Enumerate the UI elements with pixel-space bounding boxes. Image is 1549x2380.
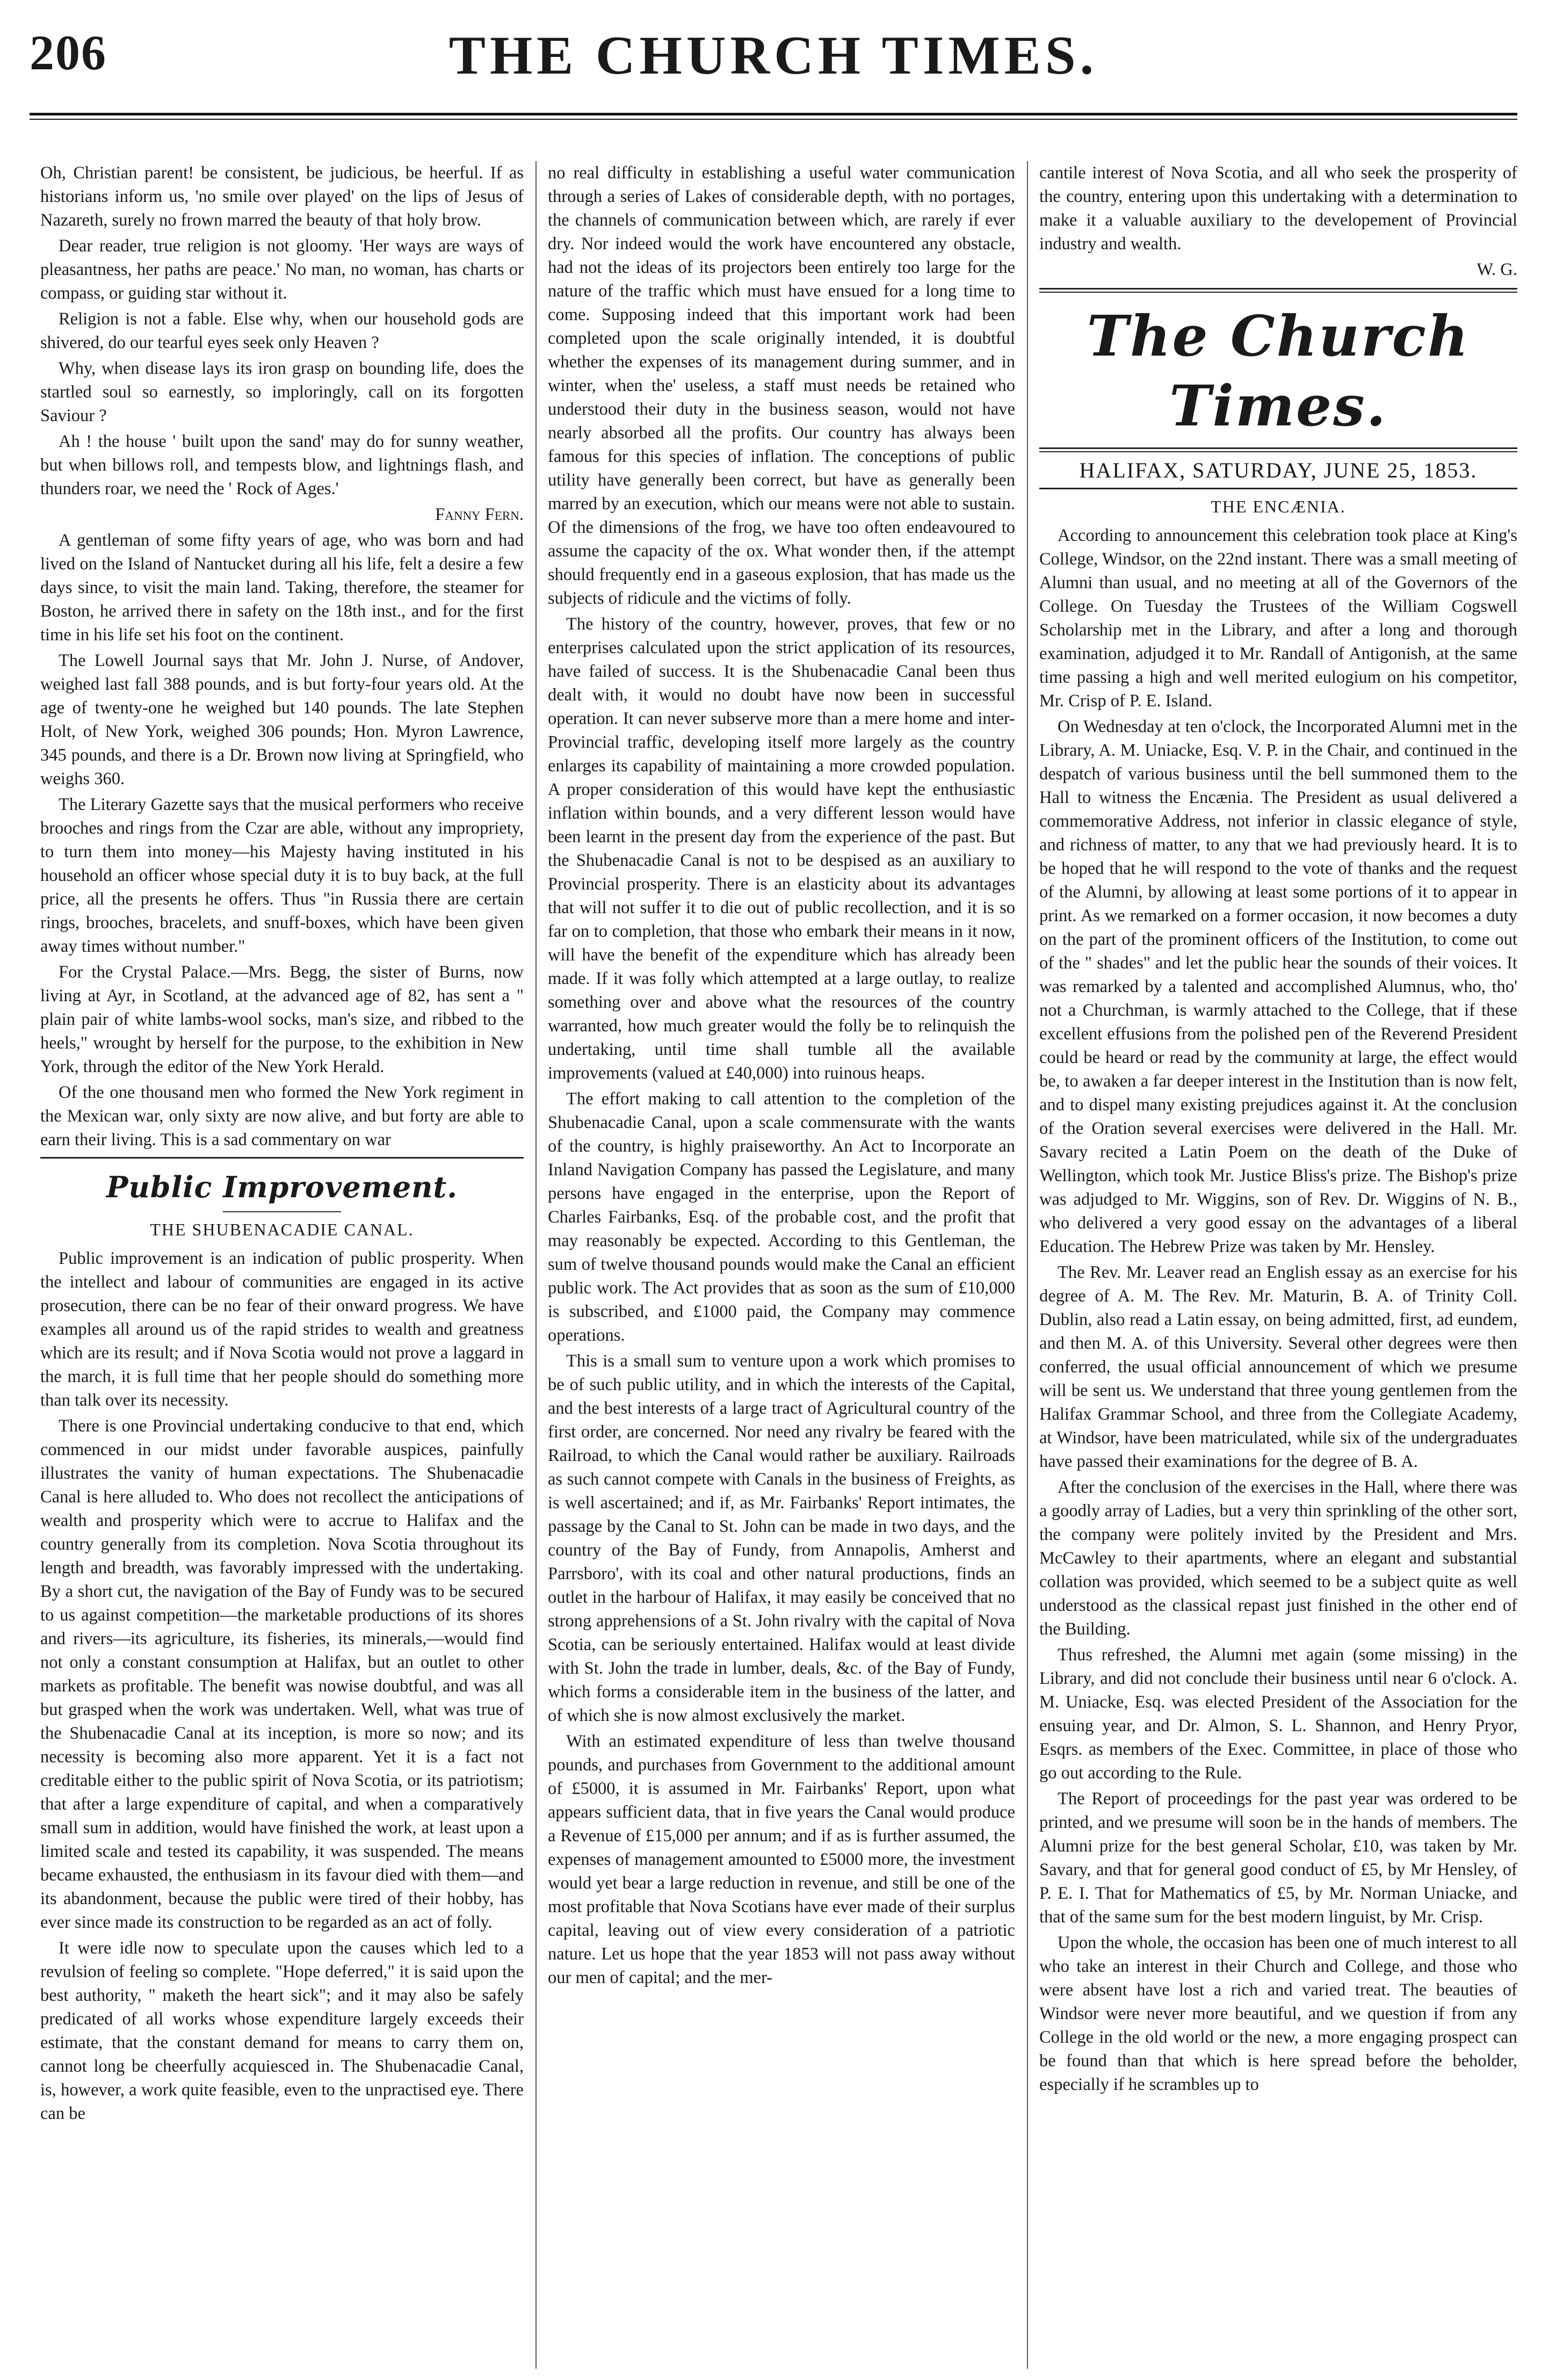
masthead-rule	[1039, 288, 1517, 293]
paragraph: There is one Provincial undertaking conducive to that end, which commenced in our midst under favorable auspices, painfully illustrates the vanity of human expectations. The Shubenacadie Canal is here alluded to. Who does not recollect the anticipations of wealth and prosperity which were to accrue to Halifax and the country generally from its completion. Nova Scotia throughout its length and breadth, was favorably impressed with the undertaking. By a short cut, the navigation of the Bay of Fundy was to be secured to us against competition—the marketable productions of its shores and rivers—its agriculture, its fisheries, its minerals,—would find not only a constant consumption at Halifax, but an outlet to other markets as profitable. The benefit was nowise doubtful, and was all but grasped when the work was undertaken. Well, what was true of the Shubenacadie Canal at its inception, is more so now; and its necessity is becoming also more apparent. Yet it is a fact not creditable either to the public spirit of Nova Scotia, or its patriotism; that after a large expenditure of capital, and when a comparatively small sum in addition, would have finished the work, at least upon a limited scale and tested its capability, it was suspended. The means became exhausted, the enthusiasm in its favour died with them—and its abandonment, because the public were tired of their hobby, has ever since made its construction to be regarded as an act of folly.	[40, 1416, 524, 1932]
page-number: 206	[30, 25, 107, 80]
column-divider	[535, 161, 537, 2369]
paragraph: With an estimated expenditure of less than twelve thousand pounds, and purchases from Government to the additional amount of £5000, it is assumed in Mr. Fairbanks' Report, upon what appears sufficient data, that in five years the Canal would produce a Revenue of £15,000 per annum; and if as is further assumed, the expenses of management amounted to £5000 more, the investment would yet bear a large reduction in revenue, and still be one of the most profitable that Nova Scotians have ever made of their surplus capital, leaving out of view every consideration of a patriotic nature. Let us hope that the year 1853 will not pass away without our men of capital; and the mer-	[548, 1732, 1015, 1987]
paragraph: On Wednesday at ten o'clock, the Incorporated Alumni met in the Library, A. M. Uniacke, Esq. V. P. in the Chair, and continued in the despatch of various business until the bell summoned them to the Hall to witness the Encænia. The President as usual delivered a commemorative Address, not inferior in classic elegance of style, and richness of matter, to any that we had previously heard. It is to be hoped that he will respond to the vote of thanks and the request of the Alumni, by allowing at least some portions of it to appear in print. As we remarked on a former occasion, it now becomes a duty on the part of the prominent officers of the Institution, to come out of the " shades" and let the public hear the sounds of their voices. It was remarked by a talented and accomplished Alumnus, who, tho' not a Churchman, is warmly attached to the College, that if these excellent effusions from the polished pen of the Reverend President could be heard or read by the community at large, the effect would be, to awaken a far deeper interest in the Institution than is now felt, and to dispel many existing prejudices against it. At the conclusion of the Oration several exercises were delivered in the Hall. Mr. Savary recited a Latin Poem on the death of the Duke of Wellington, which took Mr. Justice Bliss's prize. The Bishop's prize was adjudged to Mr. Wiggins, son of Rev. Dr. Wiggins of N. B., who delivered a very good essay on the advantages of a liberal Education. The Hebrew Prize was taken by Mr. Hensley.	[1039, 717, 1517, 1256]
paragraph: Dear reader, true religion is not gloomy. 'Her ways are ways of pleasantness, her paths are peace.' No man, no woman, has charts or compass, or guiding star without it.	[40, 236, 524, 303]
column-1	[40, 161, 524, 2363]
masthead-rule	[1039, 447, 1517, 452]
dateline: HALIFAX, SATURDAY, JUNE 25, 1853.	[1079, 458, 1478, 482]
paragraph: The history of the country, however, proves, that few or no enterprises calculated upon the strict application of its resources, have failed of success. It is the Shubenacadie Canal been thus dealt with, it would no doubt have now been in successful operation. It can never subserve more than a mere home and inter-Provincial traffic, developing itself more largely as the country enlarges its capability of maintaining a more crowded population. A proper consideration of this would have kept the enthusiastic inflation within bounds, and a very different lesson would have been learnt in the present day from the experience of the past. But the Shubenacadie Canal is not to be despised as an auxiliary to Provincial prosperity. There is an elasticity about its advantages that will not suffer it to die out of public recollection, and it is so far on to completion, that those who embark their means in it now, will have the benefit of the expenditure which has already been made. If it was folly which attempted at a large outlay, to realize something over and above what the resources of the country warranted, how much greater would the folly be to relinquish the undertaking, until time shall tumble all the available improvements (valued at £40,000) into ruinous heaps.	[548, 614, 1015, 1083]
paragraph: cantile interest of Nova Scotia, and all who seek the prosperity of the country, entering upon this undertaking with a determination to make it a valuable auxiliary to the developement of Provincial industry and wealth.	[1039, 163, 1517, 254]
column-3	[1039, 161, 1517, 2363]
paragraph: Thus refreshed, the Alumni met again (some missing) in the Library, and did not conclude their business until near 6 o'clock. A. M. Uniacke, Esq. was elected President of the Association for the ensuing year, and Dr. Almon, S. L. Shannon, and Henry Pryor, Esqrs. as members of the Exec. Committee, in place of those who go out according to the Rule.	[1039, 1645, 1517, 1783]
paragraph: After the conclusion of the exercises in the Hall, where there was a goodly array of Ladies, but a very thin sprinkling of the other sort, the company were politely invited by the President and Mrs. McCawley to their apartments, where an elegant and substantial collation was provided, which seemed to be a subject quite as well understood as the classical repast just finished in the other end of the Building.	[1039, 1478, 1517, 1639]
header-rule	[30, 113, 1517, 120]
paragraph: For the Crystal Palace.—Mrs. Begg, the sister of Burns, now living at Ayr, in Scotland, at the advanced age of 82, has sent a " plain pair of white lambs-wool socks, man's size, and ribbed to the heels," wrought by herself for the purpose, to the exhibition in New York, through the editor of the New York Herald.	[40, 963, 524, 1076]
paragraph: Why, when disease lays its iron grasp on bounding life, does the startled soul so earnestly, so imploringly, call on its forgotten Saviour ?	[40, 359, 524, 425]
page-header	[30, 11, 1517, 145]
paragraph: This is a small sum to venture upon a work which promises to be of such public utility, and in which the interests of the Capital, and the best interests of a large tract of Agricultural country of the first order, are concerned. Nor need any rivalry be feared with the Railroad, to which the Canal would rather be auxiliary. Railroads as such cannot compete with Canals in the business of Freights, as is well ascertained; and if, as Mr. Fairbanks' Report intimates, the passage by the Canal to St. John can be made in two days, and the country of the Bay of Fundy, from Annapolis, Amherst and Parrsboro', with its coal and other natural productions, finds an outlet in the harbour of Halifax, it may easily be conceived that no strong apprehensions of a St. John rivalry with the capital of Nova Scotia, can be seriously entertained. Halifax would at least divide with St. John the trade in lumber, deals, &c. of the Bay of Fundy, which forms a considerable item in the business of the latter, and of which she is now almost exclusively the market.	[548, 1351, 1015, 1725]
author-signature: Fanny Fern.	[435, 505, 524, 524]
paragraph: It were idle now to speculate upon the causes which led to a revulsion of feeling so complete. "Hope deferred," it is said upon the best authority, " maketh the heart sick"; and it may also be safely predicated of all works whose expenditure largely exceeds their estimate, that the constant demand for means to carry them on, cannot long be cheerfully acquiesced in. The Shubenacadie Canal, is, however, a work quite feasible, even to the unpractised eye. There can be	[40, 1938, 524, 2123]
running-title: THE CHURCH TIMES.	[448, 25, 1098, 86]
masthead-title: The Church Times.	[1087, 303, 1470, 439]
paragraph: The Rev. Mr. Leaver read an English essay as an exercise for his degree of A. M. The Rev. Mr. Maturin, B. A. of Trinity Coll. Dublin, also read a Latin essay, on being admitted, first, ad eundem, and then M. A. of this University. Several other degrees were then conferred, the usual official announcement of which we presume will be sent us. We understand that three young gentlemen from the Halifax Grammar School, and three from the Collegiate Academy, at Windsor, have been matriculated, while six of the undergraduates have passed their examinations for the degree of B. A.	[1039, 1263, 1517, 1471]
article-title: THE ENCÆNIA.	[1211, 497, 1346, 516]
section-title: Public Improvement.	[106, 1170, 458, 1204]
section-rule	[40, 1157, 524, 1159]
paragraph: The effort making to call attention to the completion of the Shubenacadie Canal, upon a scale commensurate with the wants of the country, is highly praiseworthy. An Act to Incorporate an Inland Navigation Company has passed the Legislature, and many persons have engaged in the enterprise, upon the Report of Charles Fairbanks, Esq. of the probable cost, and the profit that may reasonably be expected. According to this Gentleman, the sum of twelve thousand pounds would make the Canal an efficient public work. The Act provides that as soon as the sum of £10,000 is subscribed, and £1000 paid, the Company may commence operations.	[548, 1089, 1015, 1345]
paragraph: A gentleman of some fifty years of age, who was born and had lived on the Island of Nantucket during all his life, felt a desire a few days since, to visit the main land. Taking, therefore, the steamer for Boston, he arrived there in safety on the 18th inst., and for the first time in his life set his foot on the continent.	[40, 531, 524, 645]
column-2	[548, 161, 1015, 2363]
paragraph: Public improvement is an indication of public prosperity. When the intellect and labour of communities are engaged in its active prosecution, there can be no fear of their onward progress. We have examples all around us of the rapid strides to wealth and greatness which are its result; and if Nova Scotia would not prove a laggard in the march, it is full time that her people should do something more than talk over its necessity.	[40, 1249, 524, 1410]
short-rule	[223, 1211, 341, 1212]
paragraph: According to announcement this celebration took place at King's College, Windsor, on the 22nd instant. There was a small meeting of Alumni than usual, and no meeting at all of the Governors of the College. On Tuesday the Trustees of the William Cogswell Scholarship met in the Library, and after a long and thorough examination, adjudged it to Mr. Randall of Antigonish, at the same time passing a high and well merited eulogium on his competitor, Mr. Crisp of P. E. Island.	[1039, 526, 1517, 711]
paragraph: The Report of proceedings for the past year was ordered to be printed, and we presume will soon be in the hands of members. The Alumni prize for the best general Scholar, £10, was taken by Mr. Savary, and that for general good conduct of £5, by Mr Hensley, of P. E. I. That for Mathematics of £5, by Mr. Norman Uniacke, and that of the same sum for the best modern linguist, by Mr. Crisp.	[1039, 1789, 1517, 1927]
paragraph: Oh, Christian parent! be consistent, be judicious, be heerful. If as historians inform us, 'no smile over played' on the lips of Jesus of Nazareth, surely no frown marred the beauty of that holy brow.	[40, 163, 524, 230]
paragraph: Ah ! the house ' built upon the sand' may do for sunny weather, but when billows roll, and tempests blow, and lightnings flash, and thunders roar, we need the ' Rock of Ages.'	[40, 432, 524, 498]
paragraph: no real difficulty in establishing a useful water communication through a series of Lakes of considerable depth, with no portages, the channels of communication between which, are rarely if ever dry. Nor indeed would the work have encountered any obstacle, had not the ideas of its projectors been entirely too large for the nature of the traffic which must have ensued for a long time to come. Supposing indeed that this important work had been completed upon the scale originally intended, it is doubtful whether the expenses of its management during summer, and in winter, when the' useless, a staff must needs be retained who understood their duty in the business season, would not have nearly absorbed all the profits. Our country has always been famous for this species of inflation. The conceptions of public utility have generally been correct, but have as generally been marred by an execution, which our means were not able to sustain. Of the dimensions of the frog, we have too often endeavoured to assume the capacity of the ox. What wonder then, if the attempt should frequently end in a gaseous explosion, that has made us the subjects of ridicule and the victims of folly.	[548, 163, 1015, 608]
paragraph: Religion is not a fable. Else why, when our household gods are shivered, do our tearful eyes seek only Heaven ?	[40, 309, 524, 352]
dateline-rule	[1039, 488, 1517, 489]
paragraph: The Literary Gazette says that the musical performers who receive brooches and rings from the Czar are able, without any impropriety, to turn them into money—his Majesty having instituted in his household an officer whose special duty it is to buy back, at the full price, all the presents he offers. Thus "in Russia there are certain rings, brooches, bracelets, and snuff-boxes, which have been given away times without number."	[40, 795, 524, 956]
paragraph: The Lowell Journal says that Mr. John J. Nurse, of Andover, weighed last fall 388 pounds, and is but forty-four years old. At the age of twenty-one he weighed but 140 pounds. The late Stephen Holt, of New York, weighed 306 pounds; Hon. Myron Lawrence, 345 pounds, and there is a Dr. Brown now living at Springfield, who weighs 360.	[40, 651, 524, 788]
author-signature: W. G.	[1476, 260, 1517, 279]
column-divider	[1027, 161, 1028, 2369]
article-title: THE SHUBENACADIE CANAL.	[150, 1220, 414, 1239]
paragraph: Upon the whole, the occasion has been one of much interest to all who take an interest in their Church and College, and those who were absent have lost a rich and varied treat. The beauties of Windsor were never more beautiful, and we question if from any College in the old world or the new, a more engaging prospect can be found than that which is here spread before the beholder, especially if he scrambles up to	[1039, 1933, 1517, 2094]
paragraph: Of the one thousand men who formed the New York regiment in the Mexican war, only sixty are now alive, and but forty are able to earn their living. This is a sad commentary on war	[40, 1083, 524, 1149]
